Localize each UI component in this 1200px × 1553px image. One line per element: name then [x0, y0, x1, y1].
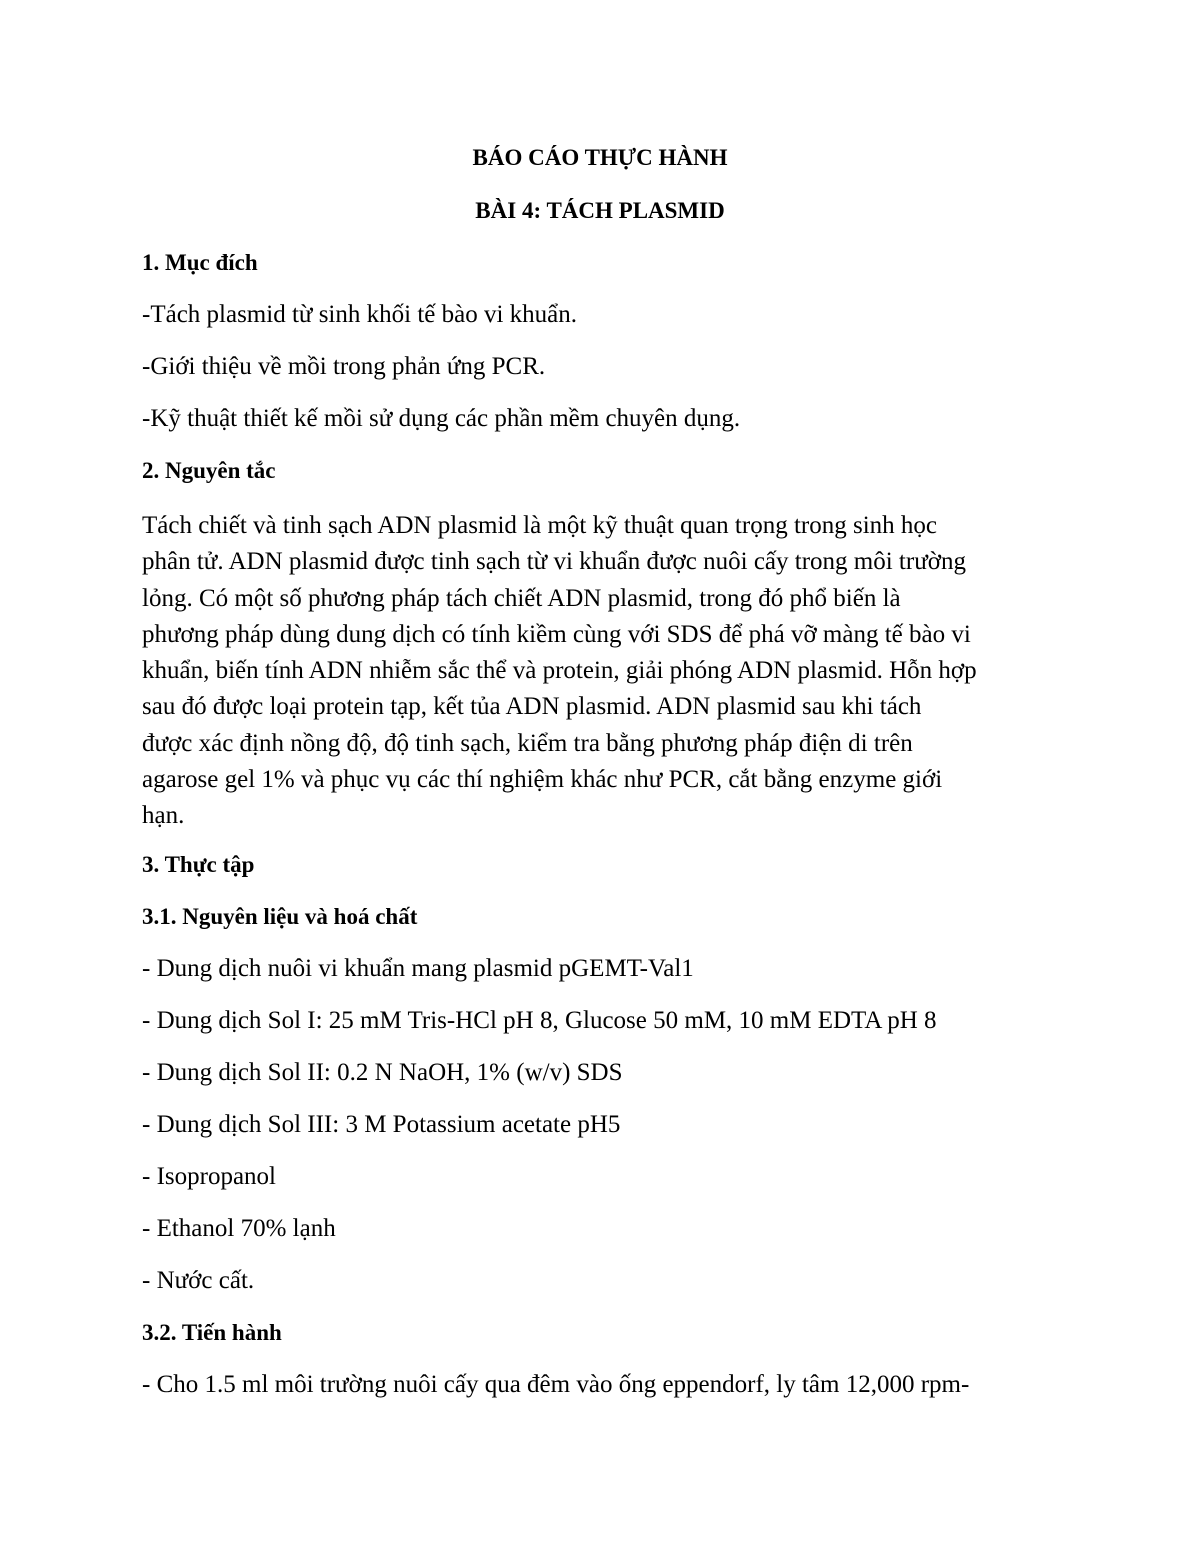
material-item: - Dung dịch Sol II: 0.2 N NaOH, 1% (w/v) SDS [142, 1059, 623, 1086]
section-3-1-heading: 3.1. Nguyên liệu và hoá chất [142, 904, 418, 929]
principle-paragraph [142, 508, 1072, 835]
paragraph-line: được xác định nồng độ, độ tinh sạch, kiểm tra bằng phương pháp điện di trên [142, 729, 913, 757]
paragraph-line: sau đó được loại protein tạp, kết tủa ADN plasmid. ADN plasmid sau khi tách [142, 693, 922, 721]
material-item: - Ethanol 70% lạnh [142, 1215, 336, 1242]
material-item: - Isopropanol [142, 1163, 276, 1190]
section-3-heading: 3. Thực tập [142, 852, 255, 877]
material-item: - Dung dịch nuôi vi khuẩn mang plasmid pGEMT-Val1 [142, 955, 694, 982]
material-item: - Dung dịch Sol I: 25 mM Tris-HCl pH 8, Glucose 50 mM, 10 mM EDTA pH 8 [142, 1007, 937, 1034]
section-2-heading: 2. Nguyên tắc [142, 458, 276, 483]
section-3-2-heading: 3.2. Tiến hành [142, 1320, 282, 1345]
material-item: - Dung dịch Sol III: 3 M Potassium acetate pH5 [142, 1111, 621, 1138]
report-title: BÁO CÁO THỰC HÀNH [472, 145, 728, 170]
paragraph-line: agarose gel 1% và phục vụ các thí nghiệm khác như PCR, cắt bằng enzyme giới [142, 766, 943, 794]
purpose-item: -Kỹ thuật thiết kế mồi sử dụng các phần mềm chuyên dụng. [142, 405, 741, 432]
purpose-item: -Giới thiệu về mồi trong phản ứng PCR. [142, 353, 546, 380]
purpose-item: -Tách plasmid từ sinh khối tế bào vi khuẩn. [142, 301, 577, 328]
paragraph-line: lỏng. Có một số phương pháp tách chiết ADN plasmid, trong đó phổ biến là [142, 584, 901, 612]
paragraph-line: Tách chiết và tinh sạch ADN plasmid là một kỹ thuật quan trọng trong sinh học [142, 512, 937, 539]
paragraph-line: phân tử. ADN plasmid được tinh sạch từ vi khuẩn được nuôi cấy trong môi trường [142, 548, 966, 576]
paragraph-line: khuẩn, biến tính ADN nhiễm sắc thể và protein, giải phóng ADN plasmid. Hỗn hợp [142, 657, 977, 685]
paragraph-line: phương pháp dùng dung dịch có tính kiềm cùng với SDS để phá vỡ màng tế bào vi [142, 620, 971, 648]
procedure-item: - Cho 1.5 ml môi trường nuôi cấy qua đêm vào ống eppendorf, ly tâm 12,000 rpm- [142, 1371, 970, 1398]
material-item: - Nước cất. [142, 1267, 255, 1294]
lesson-title: BÀI 4: TÁCH PLASMID [475, 198, 725, 223]
section-1-heading: 1. Mục đích [142, 250, 258, 275]
paragraph-line: hạn. [142, 802, 185, 830]
